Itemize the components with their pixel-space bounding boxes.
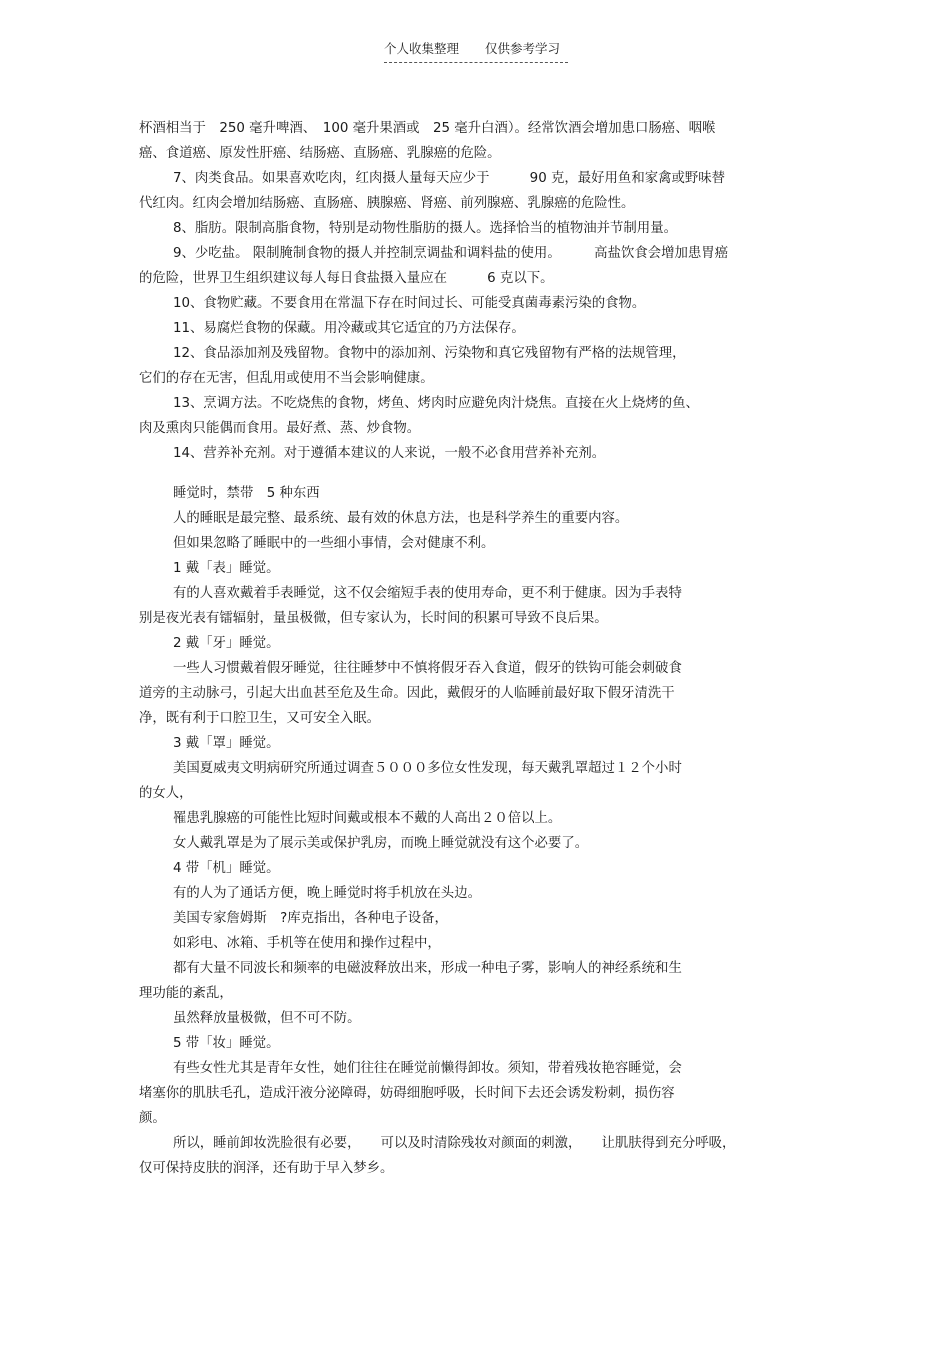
body-line: 但如果忽略了睡眠中的一些细小事情，会对健康不利。 [173, 536, 495, 551]
body-line: 代红肉。红肉会增加结肠癌、直肠癌、胰腺癌、肾癌、前列腺癌、乳腺癌的危险性。 [139, 196, 635, 211]
body-line: 11、易腐烂食物的保藏。用冷藏或其它适宜的乃方法保存。 [173, 321, 525, 336]
body-line: 一些人习惯戴着假牙睡觉，往往睡梦中不慎将假牙吞入食道，假牙的铁钩可能会刺破食 [173, 661, 682, 676]
body-line: 美国夏威夷文明病研究所通过调查５０００多位女性发现，每天戴乳罩超过１２个小时 [173, 761, 682, 776]
body-line: 13、烹调方法。不吃烧焦的食物，烤鱼、烤肉时应避免肉汁烧焦。直接在火上烧烤的鱼、 [173, 396, 699, 411]
body-line: 如彩电、冰箱、手机等在使用和操作过程中， [173, 936, 441, 951]
body-line: 的危险，世界卫生组织建议每人每日食盐摄入量应在 6 克以下。 [139, 271, 554, 286]
body-line: 道旁的主动脉弓，引起大出血甚至危及生命。因此，戴假牙的人临睡前最好取下假牙清洗干 [139, 686, 675, 701]
body-line: 杯酒相当于 250 毫升啤酒、 100 毫升果酒或 25 毫升白酒）。经常饮酒会增加患口肠癌、咽喉 [139, 121, 716, 136]
body-line: 癌、食道癌、原发性肝癌、结肠癌、直肠癌、乳腺癌的危险。 [139, 146, 501, 161]
body-line: 8、脂肪。限制高脂食物，特别是动物性脂肪的摄人。选择恰当的植物油并节制用量。 [173, 221, 677, 236]
body-line: 的女人， [139, 786, 193, 801]
page-header [384, 40, 568, 63]
body-line: 12、食品添加剂及残留物。食物中的添加剂、污染物和真它残留物有严格的法规管理， [173, 346, 686, 361]
body-line: 9、少吃盐。 限制腌制食物的摄人并控制烹调盐和调料盐的使用。 高盐饮食会增加患胃癌 [173, 246, 729, 261]
body-line: 有的人喜欢戴着手表睡觉，这不仅会缩短手表的使用寿命，更不利于健康。因为手表特 [173, 586, 682, 601]
body-line: 有些女性尤其是青年女性，她们往往在睡觉前懒得卸妆。须知，带着残妆艳容睡觉，会 [173, 1061, 682, 1076]
body-line: 所以，睡前卸妆洗脸很有必要， 可以及时清除残妆对颜面的刺激， 让肌肤得到充分呼吸， [173, 1136, 736, 1151]
body-line: 女人戴乳罩是为了展示美或保护乳房，而晚上睡觉就没有这个必要了。 [173, 836, 589, 851]
body-line: 净，既有利于口腔卫生，又可安全入眠。 [139, 711, 381, 726]
body-line: 有的人为了通话方便，晚上睡觉时将手机放在头边。 [173, 886, 481, 901]
body-line: 别是夜光表有镭辐射，量虽极微，但专家认为，长时间的积累可导致不良后果。 [139, 611, 608, 626]
body-line: 14、营养补充剂。对于遵循本建议的人来说，一般不必食用营养补充剂。 [173, 446, 606, 461]
body-line: 10、食物贮藏。不要食用在常温下存在时间过长、可能受真菌毒素污染的食物。 [173, 296, 646, 311]
item-heading: 5 带「妆」睡觉。 [173, 1036, 280, 1051]
document-body [139, 116, 809, 1181]
body-line: 它们的存在无害，但乱用或使用不当会影响健康。 [139, 371, 434, 386]
body-line: 罹患乳腺癌的可能性比短时间戴或根本不戴的人高出２０倍以上。 [173, 811, 562, 826]
header-right-text: 仅供参考学习 [485, 41, 561, 56]
body-line: 理功能的紊乱， [139, 986, 233, 1001]
body-line: 7、肉类食品。如果喜欢吃肉，红肉摄人量每天应少于 90 克，最好用鱼和家禽或野味替 [173, 171, 726, 186]
body-line: 仅可保持皮肤的润泽，还有助于早入梦乡。 [139, 1161, 394, 1176]
item-heading: 1 戴「表」睡觉。 [173, 561, 280, 576]
body-line: 颜。 [139, 1111, 166, 1126]
item-heading: 3 戴「罩」睡觉。 [173, 736, 280, 751]
item-heading: 2 戴「牙」睡觉。 [173, 636, 280, 651]
section-title: 睡觉时，禁带 5 种东西 [173, 486, 320, 501]
body-line: 都有大量不同波长和频率的电磁波释放出来，形成一种电子雾，影响人的神经系统和生 [173, 961, 682, 976]
body-line: 虽然释放量极微，但不可不防。 [173, 1011, 361, 1026]
body-line: 肉及熏肉只能偶而食用。最好煮、蒸、炒食物。 [139, 421, 421, 436]
body-line: 人的睡眠是最完整、最系统、最有效的休息方法，也是科学养生的重要内容。 [173, 511, 629, 526]
body-line: 堵塞你的肌肤毛孔，造成汗液分泌障碍，妨碍细胞呼吸，长时间下去还会诱发粉刺，损伤容 [139, 1086, 675, 1101]
section-gap [139, 466, 809, 481]
body-line: 美国专家詹姆斯 ?库克指出，各种电子设备， [173, 911, 448, 926]
header-left-text: 个人收集整理 [384, 41, 460, 56]
item-heading: 4 带「机」睡觉。 [173, 861, 280, 876]
